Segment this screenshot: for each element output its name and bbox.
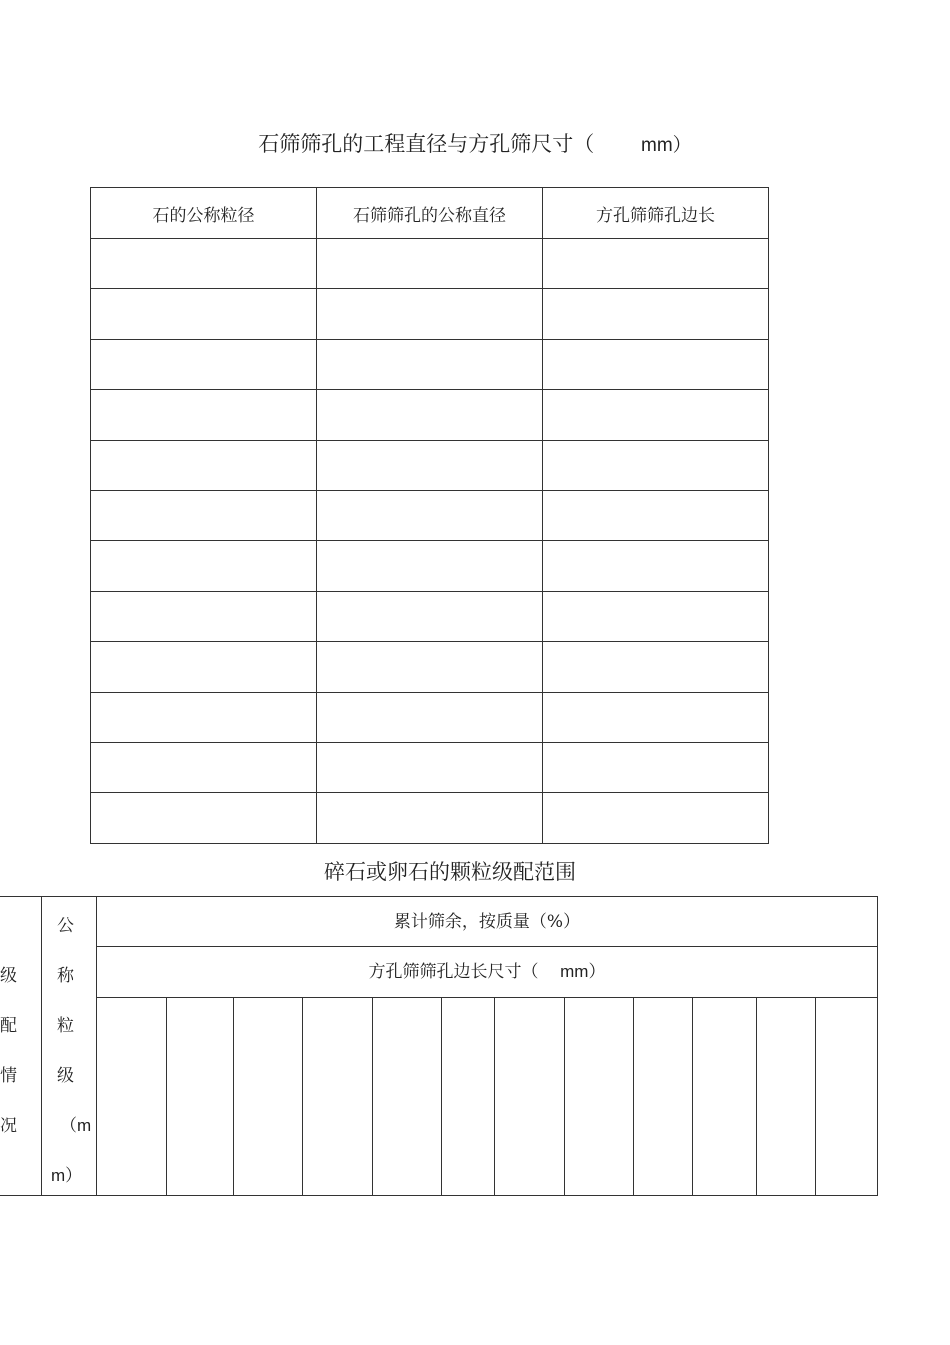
table-cell: [317, 642, 543, 692]
table-cell: [543, 491, 769, 541]
sieve-column-divider: [633, 997, 634, 1195]
table-cell: [317, 390, 543, 440]
sieve-column-divider: [302, 997, 303, 1195]
sieve-column-divider: [372, 997, 373, 1195]
table-row: [91, 440, 769, 490]
table-cell: [91, 591, 317, 641]
sieve-column-divider: [441, 997, 442, 1195]
table-row: [91, 239, 769, 289]
table-cell: [543, 289, 769, 339]
nominal-size-unit-char: m）: [51, 1166, 83, 1185]
sieve-column-divider: [756, 997, 757, 1195]
table-cell: [317, 491, 543, 541]
table-cell: [91, 289, 317, 339]
grading-label-char: 级: [0, 966, 17, 986]
table-row: [91, 642, 769, 692]
header-nominal-particle-size: 石的公称粒径: [91, 188, 317, 239]
grading-label-char: 况: [0, 1116, 17, 1136]
table-cell: [543, 642, 769, 692]
table-row: [91, 743, 769, 793]
table-cell: [317, 440, 543, 490]
column-divider: [96, 897, 97, 1195]
table-cell: [543, 692, 769, 742]
table-cell: [317, 743, 543, 793]
header-nominal-sieve-diameter: 石筛筛孔的公称直径: [317, 188, 543, 239]
sieve-column-divider: [692, 997, 693, 1195]
table-cell: [317, 591, 543, 641]
table-cell: [91, 793, 317, 844]
grading-label-char: 配: [0, 1016, 17, 1036]
table-row: [91, 591, 769, 641]
divider: [97, 997, 877, 998]
table-cell: [543, 793, 769, 844]
table-cell: [543, 591, 769, 641]
sieve-size-table: [90, 187, 769, 844]
sieve-column-divider: [564, 997, 565, 1195]
grading-label-char: 情: [0, 1066, 17, 1086]
table-row: [91, 692, 769, 742]
table-row: [91, 289, 769, 339]
table-cell: [91, 390, 317, 440]
sieve-column-divider: [815, 997, 816, 1195]
table-cell: [91, 239, 317, 289]
table-cell: [543, 743, 769, 793]
header-cumulative-retained: 累计筛余，按质量（%）: [393, 912, 581, 932]
sieve-column-divider: [494, 997, 495, 1195]
nominal-size-label-char: 级: [57, 1066, 74, 1086]
header-sieve-side-size: 方孔筛筛孔边长尺寸（ mm）: [368, 962, 606, 982]
nominal-size-unit-char: （m: [60, 1116, 92, 1135]
nominal-size-label-char: 粒: [57, 1016, 74, 1036]
table-cell: [543, 390, 769, 440]
table-cell: [543, 440, 769, 490]
table-cell: [91, 541, 317, 591]
table-cell: [317, 339, 543, 389]
table-cell: [317, 692, 543, 742]
table-cell: [91, 440, 317, 490]
table-cell: [543, 239, 769, 289]
table-cell: [91, 743, 317, 793]
table1-title: 石筛筛孔的工程直径与方孔筛尺寸（ mm）: [258, 132, 692, 156]
table-row: [91, 390, 769, 440]
table-row: [91, 793, 769, 844]
header-square-sieve-side: 方孔筛筛孔边长: [543, 188, 769, 239]
table-cell: [317, 239, 543, 289]
table-cell: [317, 541, 543, 591]
table-cell: [91, 642, 317, 692]
table-header-row: [91, 188, 769, 239]
table-cell: [317, 793, 543, 844]
table-row: [91, 541, 769, 591]
table-cell: [91, 339, 317, 389]
table-cell: [543, 541, 769, 591]
table2-title: 碎石或卵石的颗粒级配范围: [324, 860, 576, 884]
table-cell: [543, 339, 769, 389]
nominal-size-label-char: 公: [57, 916, 74, 936]
table-row: [91, 491, 769, 541]
nominal-size-label-char: 称: [57, 966, 74, 986]
table-cell: [91, 692, 317, 742]
table-cell: [317, 289, 543, 339]
table-cell: [91, 491, 317, 541]
column-divider: [41, 897, 42, 1195]
sieve-column-divider: [233, 997, 234, 1195]
sieve-column-divider: [166, 997, 167, 1195]
table-row: [91, 339, 769, 389]
grading-range-table: [0, 896, 878, 1196]
